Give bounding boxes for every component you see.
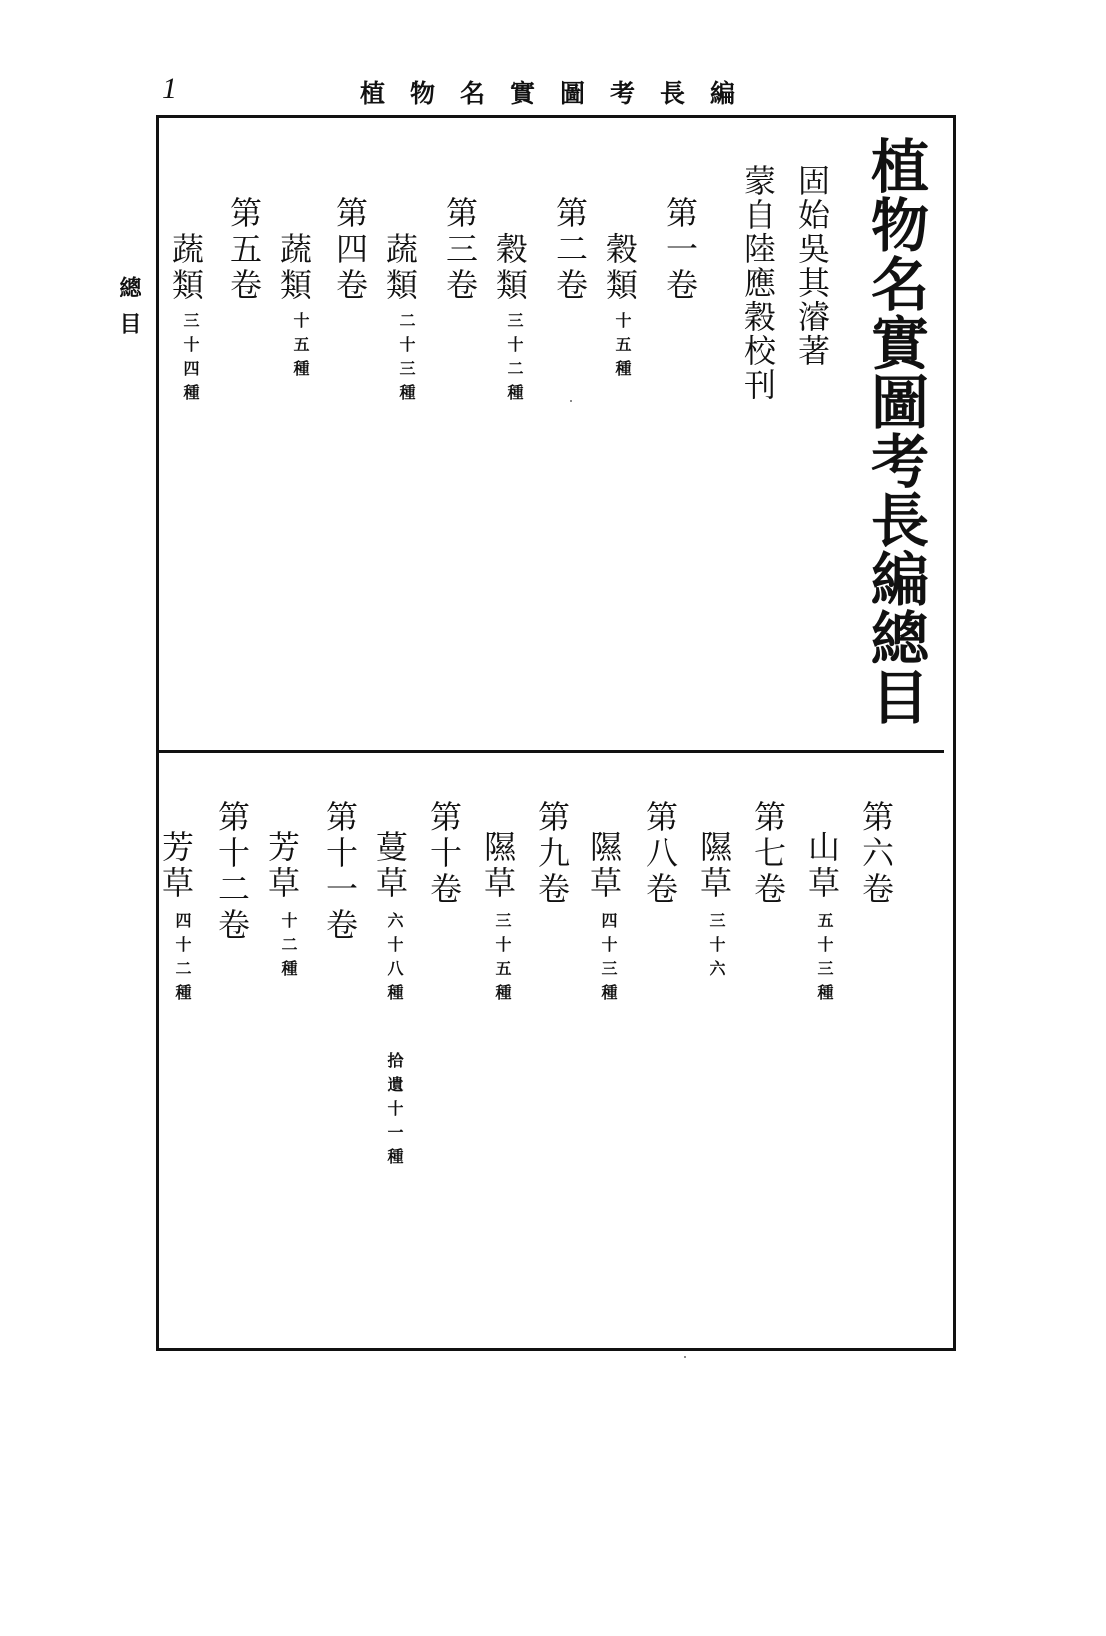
volume-11-heading: 第十一卷 [321,800,359,944]
volume-10-heading: 第十卷 [425,800,463,908]
volume-3-category: 蔬類 [381,232,419,304]
volume-8-heading: 第八卷 [641,800,679,908]
volume-12-count: 四十二種 [173,912,192,1008]
volume-7-count: 三十六 [707,912,726,984]
volume-2-count: 三十二種 [505,312,524,408]
volume-6-heading: 第六卷 [857,800,895,908]
volume-7-category: 隰草 [695,830,733,902]
running-head: 植物名實圖考長編 [359,79,760,108]
volume-10-count: 六十八種 [385,912,404,1008]
volume-11-category: 芳草 [263,830,301,902]
volume-7-heading: 第七卷 [749,800,787,908]
volume-5-heading: 第五卷 [225,196,263,304]
volume-2-heading: 第二卷 [551,196,589,304]
volume-9-heading: 第九卷 [533,800,571,908]
section-side-label: 總目 [116,276,142,348]
volume-10-supplement: 拾遺十一種 [385,1052,404,1172]
volume-6-category: 山草 [803,830,841,902]
volume-8-category: 隰草 [585,830,623,902]
scan-speck [684,1356,686,1358]
volume-10-category: 蔓草 [371,830,409,902]
author-line: 固始吳其濬著 [793,164,831,368]
page-number: 1 [162,72,177,105]
volume-1-count: 十五種 [613,312,632,384]
volume-6-count: 五十三種 [815,912,834,1008]
volume-9-count: 三十五種 [493,912,512,1008]
volume-12-heading: 第十二卷 [213,800,251,944]
volume-1-heading: 第一卷 [661,196,699,304]
volume-3-heading: 第三卷 [441,196,479,304]
book-title: 植物名實圖考長編總目 [861,136,929,726]
volume-4-count: 十五種 [291,312,310,384]
volume-1-category: 穀類 [601,232,639,304]
volume-12-category: 芳草 [157,830,195,902]
volume-8-count: 四十三種 [599,912,618,1008]
volume-9-category: 隰草 [479,830,517,902]
editor-line: 蒙自陸應穀校刊 [739,164,777,402]
volume-3-count: 二十三種 [397,312,416,408]
volume-4-category: 蔬類 [275,232,313,304]
volume-5-count: 三十四種 [181,312,200,408]
volume-4-heading: 第四卷 [331,196,369,304]
section-divider [156,750,944,753]
volume-11-count: 十二種 [279,912,298,984]
volume-5-category: 蔬類 [167,232,205,304]
volume-2-category: 穀類 [491,232,529,304]
scan-speck [570,400,572,402]
